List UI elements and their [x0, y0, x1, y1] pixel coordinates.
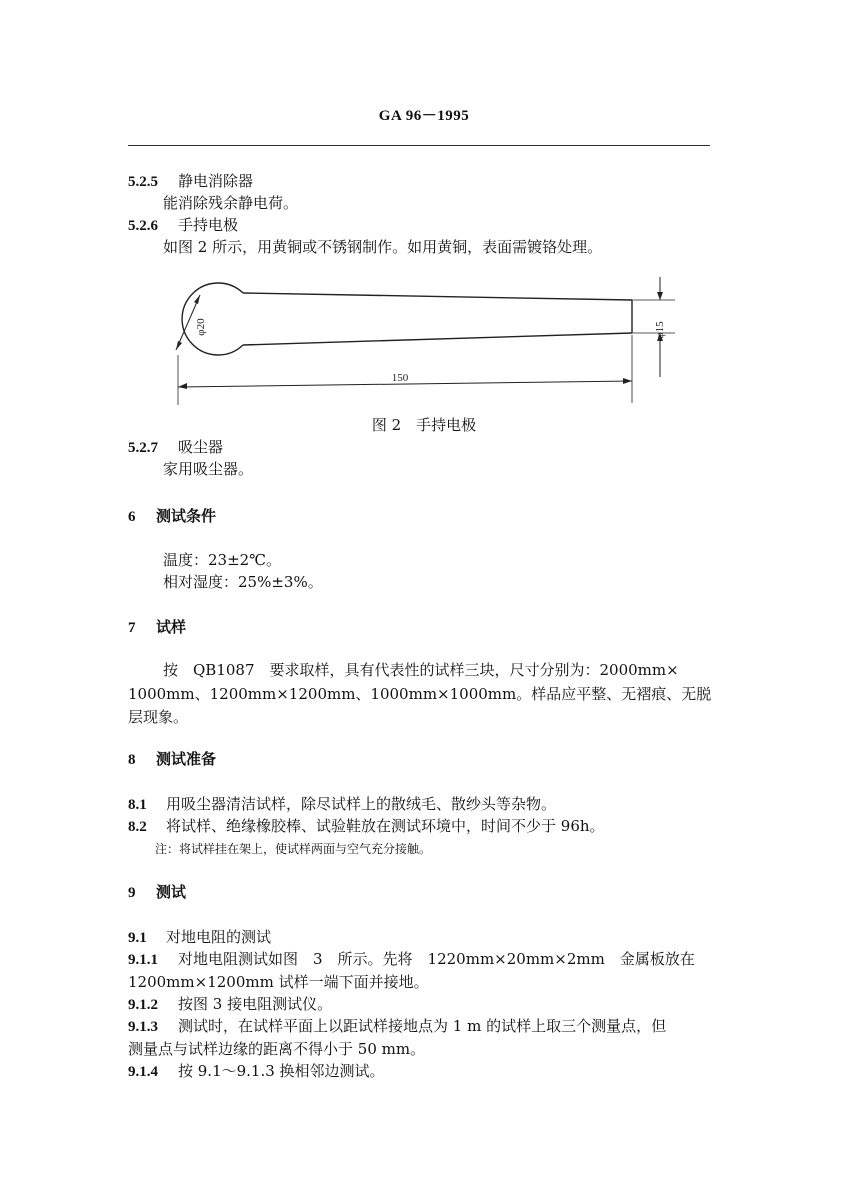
section-9-1-2-text: 按图 3 接电阻测试仪。 [178, 995, 333, 1013]
figure-2-caption: 图 2 手持电极 [371, 416, 477, 434]
section-8-2-text: 将试样、绝缘橡胶棒、试验鞋放在测试环境中，时间不少于 96h。 [166, 817, 605, 835]
section-5-2-5-body: 能消除残余静电荷。 [163, 194, 299, 212]
page-header-code: GA 96－1995 [378, 108, 470, 124]
section-5-2-6-body: 如图 2 所示，用黄铜或不锈钢制作。如用黄铜，表面需镀铬处理。 [163, 238, 603, 256]
section-9-1-1 [128, 949, 695, 970]
section-9-1-1-cont: 1200mm×1200mm 试样一端下面并接地。 [128, 973, 429, 991]
section-number: 9.1.3 [128, 1019, 158, 1035]
length-label: 150 [391, 372, 409, 384]
section-5-2-7-heading [128, 437, 223, 458]
section-5-2-7-body: 家用吸尘器。 [163, 460, 254, 478]
section-number: 9.1.4 [128, 1064, 158, 1080]
section-9-1-title: 对地电阻的测试 [166, 928, 272, 946]
section-8-2 [128, 816, 605, 837]
section-number: 5.2.7 [128, 440, 158, 456]
section-9-1-3 [128, 1016, 666, 1037]
section-title: 测试准备 [156, 750, 217, 768]
section-5-2-5-heading [128, 171, 253, 192]
section-6-heading [128, 506, 216, 527]
section-8-heading [128, 749, 216, 770]
header-rule [128, 145, 710, 146]
section-9-1-3-text: 测试时，在试样平面上以距试样接地点为 1 m 的试样上取三个测量点，但 [178, 1017, 667, 1035]
section-number: 8.1 [128, 797, 147, 813]
section-9-1 [128, 927, 271, 948]
section-number: 8.2 [128, 819, 147, 835]
end-diameter-label: φ15 [654, 321, 666, 339]
ball-diameter-label: φ20 [195, 318, 207, 336]
section-number: 9.1 [128, 930, 147, 946]
section-7-line-2: 1000mm、1200mm×1200mm、1000mm×1000mm。样品应平整、无褶痕、无脱 [128, 685, 712, 703]
section-title: 试样 [156, 618, 187, 636]
section-number: 8 [128, 752, 136, 768]
section-9-1-1-text: 对地电阻测试如图 3 所示。先将 1220mm×20mm×2mm 金属板放在 [178, 950, 695, 968]
section-7-line-1: 按 QB1087 要求取样，具有代表性的试样三块，尺寸分别为：2000mm× [163, 661, 679, 679]
electrode-rod-top-edge [243, 293, 632, 300]
section-9-1-3-cont: 测量点与试样边缘的距离不得小于 50 mm。 [128, 1040, 426, 1058]
section-title: 吸尘器 [178, 438, 224, 456]
section-number: 5.2.6 [128, 218, 158, 234]
section-8-note: 注：将试样挂在架上，使试样两面与空气充分接触。 [155, 842, 432, 856]
section-7-heading [128, 617, 186, 638]
section-9-heading [128, 882, 186, 903]
figure-2-hand-electrode [160, 275, 690, 411]
section-number: 9 [128, 885, 136, 901]
section-title: 测试 [156, 883, 187, 901]
section-5-2-6-heading [128, 215, 238, 236]
electrode-rod-bottom-edge [243, 333, 632, 345]
section-title: 静电消除器 [178, 172, 254, 190]
section-number: 5.2.5 [128, 174, 158, 190]
section-title: 手持电极 [178, 216, 239, 234]
section-6-temperature: 温度：23±2℃。 [163, 551, 281, 569]
section-number: 9.1.2 [128, 997, 158, 1013]
section-9-1-4 [128, 1061, 385, 1082]
section-9-1-4-text: 按 9.1～9.1.3 换相邻边测试。 [178, 1062, 385, 1080]
section-7-line-3: 层现象。 [128, 708, 189, 726]
section-title: 测试条件 [156, 507, 217, 525]
section-number: 9.1.1 [128, 952, 158, 968]
section-number: 6 [128, 509, 136, 525]
section-6-humidity: 相对湿度：25%±3%。 [163, 573, 323, 591]
section-8-1-text: 用吸尘器清洁试样，除尽试样上的散绒毛、散纱头等杂物。 [166, 795, 557, 813]
electrode-ball-outline [182, 283, 243, 355]
section-8-1 [128, 794, 556, 815]
section-number: 7 [128, 620, 136, 636]
section-9-1-2 [128, 994, 332, 1015]
